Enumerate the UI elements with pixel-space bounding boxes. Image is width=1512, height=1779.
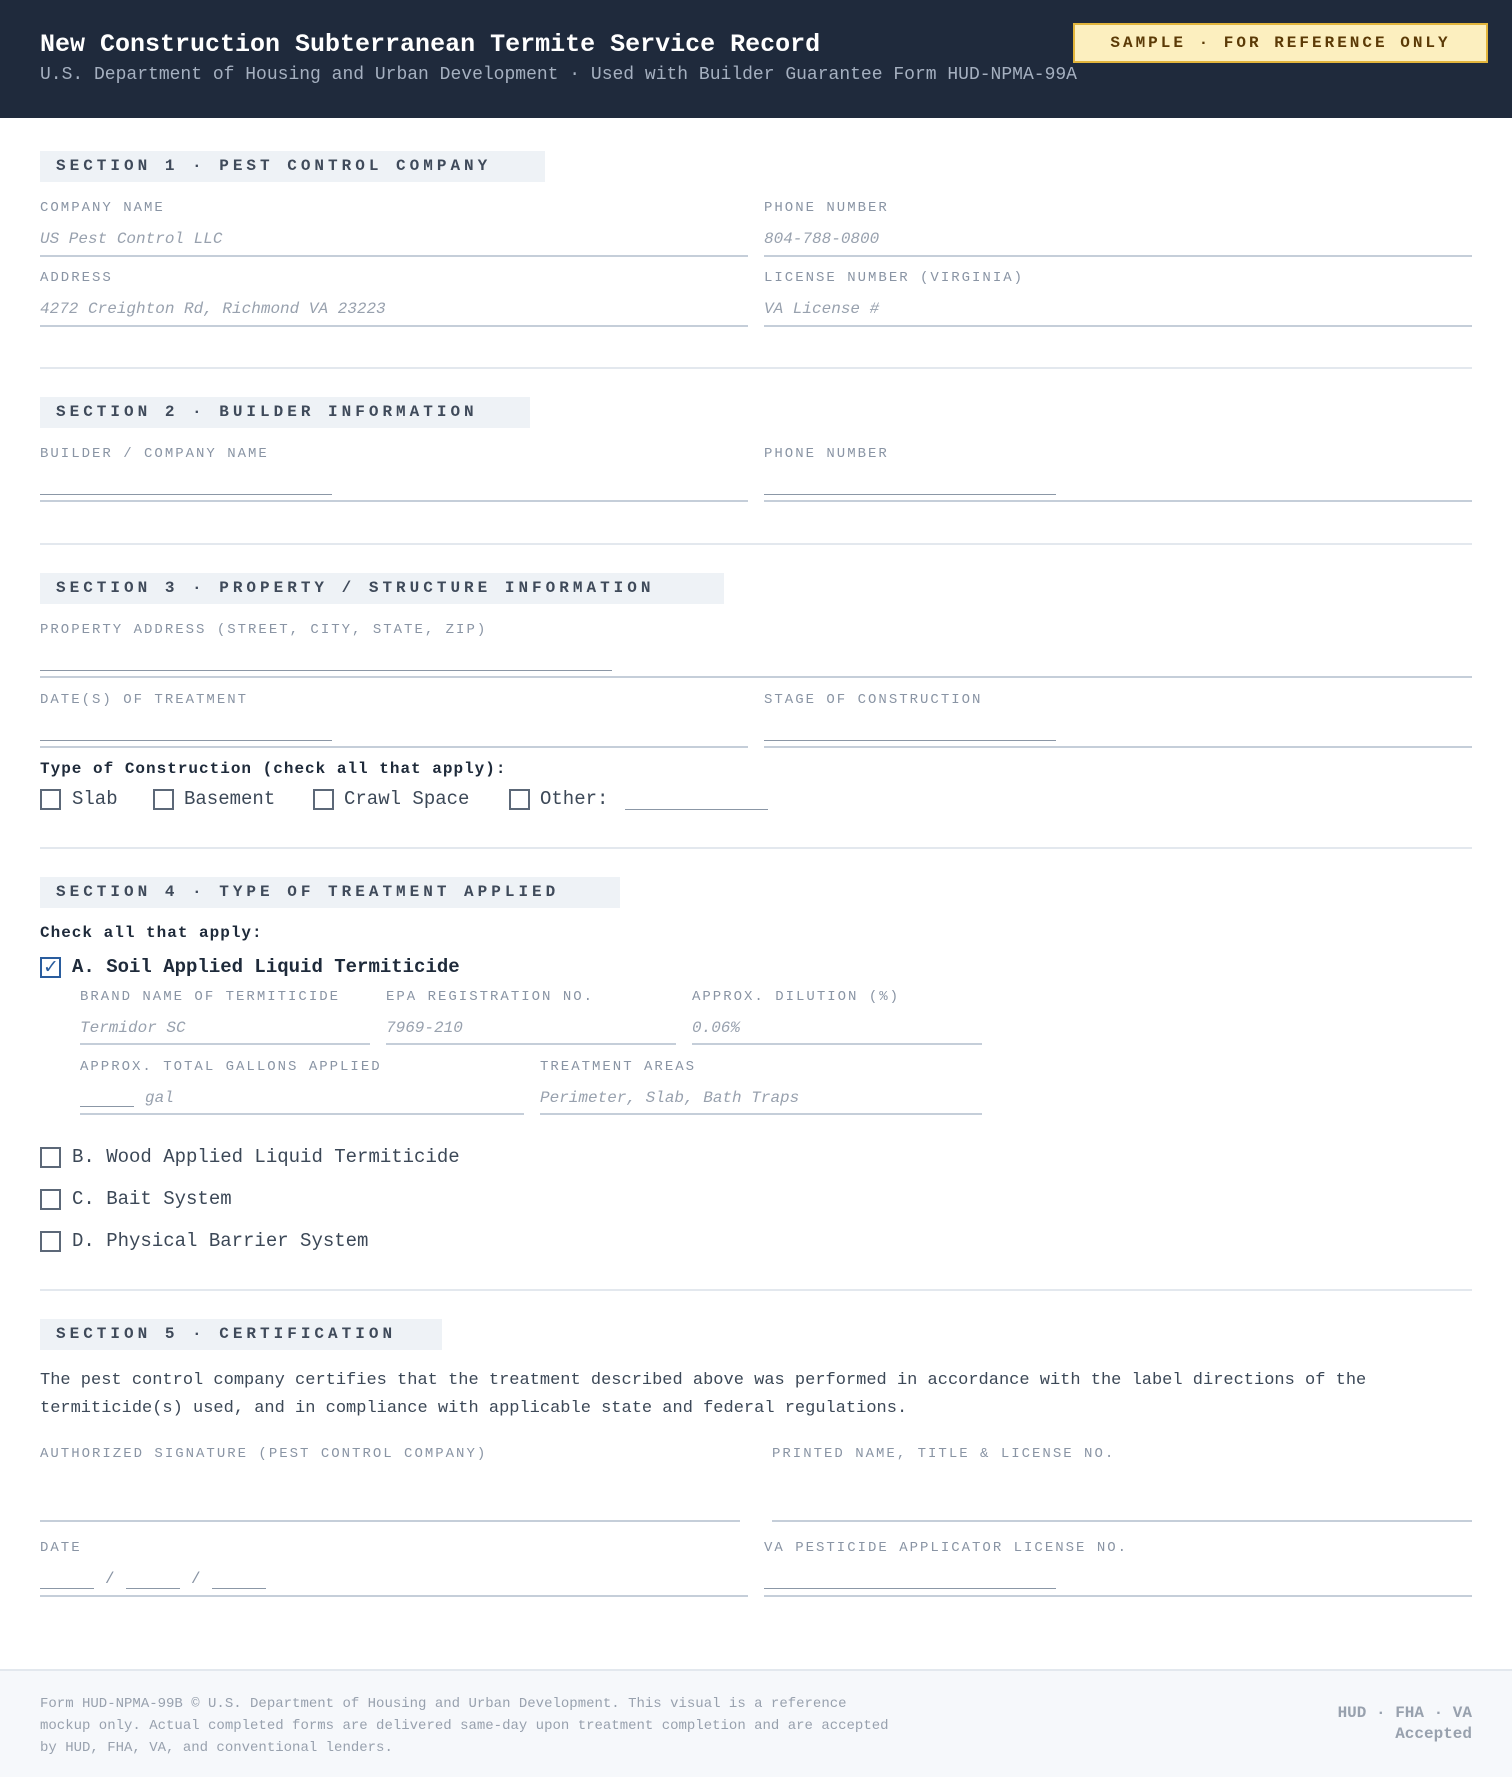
basement-checkbox[interactable] <box>153 789 174 810</box>
section-divider <box>40 847 1472 849</box>
gallons-unit: gal <box>145 1089 174 1107</box>
physical-barrier-label: D. Physical Barrier System <box>72 1230 369 1252</box>
section-divider <box>40 1289 1472 1291</box>
company-name-label: COMPANY NAME <box>40 200 165 216</box>
physical-barrier-checkbox[interactable] <box>40 1231 61 1252</box>
dilution-label: APPROX. DILUTION (%) <box>692 989 901 1005</box>
other-construction-field[interactable] <box>625 809 768 810</box>
page-subtitle: U.S. Department of Housing and Urban Development · Used with Builder Guarantee Form HUD-NPMA-99A <box>40 65 1077 85</box>
page-header <box>0 0 1512 118</box>
basement-label: Basement <box>184 788 276 810</box>
footer-agencies: HUD · FHA · VA <box>1337 1704 1472 1722</box>
footer-acceptance <box>1272 1703 1472 1745</box>
printed-name-label: PRINTED NAME, TITLE & LICENSE NO. <box>772 1446 1116 1462</box>
builder-name-label: BUILDER / COMPANY NAME <box>40 446 269 462</box>
page-footer <box>0 1669 1512 1777</box>
property-address-field[interactable] <box>40 670 612 671</box>
soil-liquid-label: A. Soil Applied Liquid Termiticide <box>72 956 460 978</box>
construction-stage-label: STAGE OF CONSTRUCTION <box>764 692 983 708</box>
signature-label: AUTHORIZED SIGNATURE (PEST CONTROL COMPANY) <box>40 1446 488 1462</box>
section-5-heading: SECTION 5 · CERTIFICATION <box>40 1319 442 1350</box>
treatment-areas-underline <box>540 1113 982 1115</box>
builder-name-field[interactable] <box>40 494 332 495</box>
footer-disclaimer: Form HUD-NPMA-99B © U.S. Department of Housing and Urban Development. This visual is a reference mockup only. Actual completed forms are delivered same-day upon treatment completion and are accepted by HUD, FHA, VA, and conventional lenders. <box>40 1696 889 1756</box>
date-year-field[interactable] <box>212 1588 266 1589</box>
epa-registration-underline <box>386 1043 676 1045</box>
footer-accepted: Accepted <box>1395 1725 1472 1743</box>
company-address-label: ADDRESS <box>40 270 113 286</box>
treatment-dates-underline <box>40 746 748 748</box>
section-divider <box>40 543 1472 545</box>
brand-name-underline <box>80 1043 370 1045</box>
company-name-underline <box>40 255 748 257</box>
construction-stage-underline <box>764 746 1472 748</box>
builder-name-underline <box>40 500 748 502</box>
signature-field[interactable] <box>40 1520 740 1522</box>
brand-name-label: BRAND NAME OF TERMITICIDE <box>80 989 341 1005</box>
section-1-heading: SECTION 1 · PEST CONTROL COMPANY <box>40 151 545 182</box>
certification-statement: The pest control company certifies that the treatment described above was performed in accordance with the label directions of the termiticide(s) used, and in compliance with applicable state and federal regulations. <box>40 1371 1367 1418</box>
section-divider <box>40 367 1472 369</box>
property-address-underline <box>40 676 1472 678</box>
other-checkbox[interactable] <box>509 789 530 810</box>
builder-phone-underline <box>764 500 1472 502</box>
epa-registration-field[interactable]: 7969-210 <box>386 1019 463 1037</box>
slab-checkbox[interactable] <box>40 789 61 810</box>
section-4-heading: SECTION 4 · TYPE OF TREATMENT APPLIED <box>40 877 620 908</box>
checkmark-icon: ✓ <box>43 956 59 978</box>
applicator-license-field[interactable] <box>764 1588 1056 1589</box>
treatment-prompt: Check all that apply: <box>40 924 263 942</box>
total-gallons-field[interactable] <box>80 1106 134 1107</box>
company-address-field[interactable]: 4272 Creighton Rd, Richmond VA 23223 <box>40 300 386 318</box>
treatment-dates-field[interactable] <box>40 740 332 741</box>
company-phone-field[interactable]: 804-788-0800 <box>764 230 880 248</box>
total-gallons-underline <box>80 1113 524 1115</box>
sample-badge: SAMPLE · FOR REFERENCE ONLY <box>1073 23 1488 63</box>
treatment-areas-field[interactable]: Perimeter, Slab, Bath Traps <box>540 1089 800 1107</box>
construction-stage-field[interactable] <box>764 740 1056 741</box>
date-day-field[interactable] <box>126 1588 180 1589</box>
builder-phone-label: PHONE NUMBER <box>764 446 889 462</box>
company-address-underline <box>40 325 748 327</box>
dilution-underline <box>692 1043 982 1045</box>
property-address-label: PROPERTY ADDRESS (STREET, CITY, STATE, ZIP) <box>40 622 488 638</box>
date-separator: / <box>105 1570 115 1588</box>
section-3-heading: SECTION 3 · PROPERTY / STRUCTURE INFORMATION <box>40 573 724 604</box>
company-phone-label: PHONE NUMBER <box>764 200 889 216</box>
slab-label: Slab <box>72 788 118 810</box>
dilution-field[interactable]: 0.06% <box>692 1019 741 1037</box>
applicator-license-label: VA PESTICIDE APPLICATOR LICENSE NO. <box>764 1540 1129 1556</box>
date-separator: / <box>191 1570 201 1588</box>
license-number-underline <box>764 325 1472 327</box>
wood-liquid-label: B. Wood Applied Liquid Termiticide <box>72 1146 460 1168</box>
printed-name-field[interactable] <box>772 1520 1472 1522</box>
company-name-field[interactable]: US Pest Control LLC <box>40 230 223 248</box>
license-number-label: LICENSE NUMBER (VIRGINIA) <box>764 270 1025 286</box>
crawl-space-label: Crawl Space <box>344 788 470 810</box>
brand-name-field[interactable]: Termidor SC <box>80 1019 186 1037</box>
total-gallons-label: APPROX. TOTAL GALLONS APPLIED <box>80 1059 382 1075</box>
date-underline <box>40 1595 748 1597</box>
date-month-field[interactable] <box>40 1588 94 1589</box>
treatment-dates-label: DATE(S) OF TREATMENT <box>40 692 249 708</box>
bait-system-label: C. Bait System <box>72 1188 232 1210</box>
epa-registration-label: EPA REGISTRATION NO. <box>386 989 595 1005</box>
date-label: DATE <box>40 1540 82 1556</box>
wood-liquid-checkbox[interactable] <box>40 1147 61 1168</box>
page-title: New Construction Subterranean Termite Service Record <box>40 30 821 59</box>
bait-system-checkbox[interactable] <box>40 1189 61 1210</box>
builder-phone-field[interactable] <box>764 494 1056 495</box>
treatment-areas-label: TREATMENT AREAS <box>540 1059 697 1075</box>
license-number-field[interactable]: VA License # <box>764 300 880 318</box>
applicator-license-underline <box>764 1595 1472 1597</box>
other-label: Other: <box>540 788 609 810</box>
construction-type-prompt: Type of Construction (check all that apply): <box>40 760 507 778</box>
crawl-space-checkbox[interactable] <box>313 789 334 810</box>
soil-liquid-checkbox[interactable] <box>40 957 61 978</box>
company-phone-underline <box>764 255 1472 257</box>
section-2-heading: SECTION 2 · BUILDER INFORMATION <box>40 397 530 428</box>
